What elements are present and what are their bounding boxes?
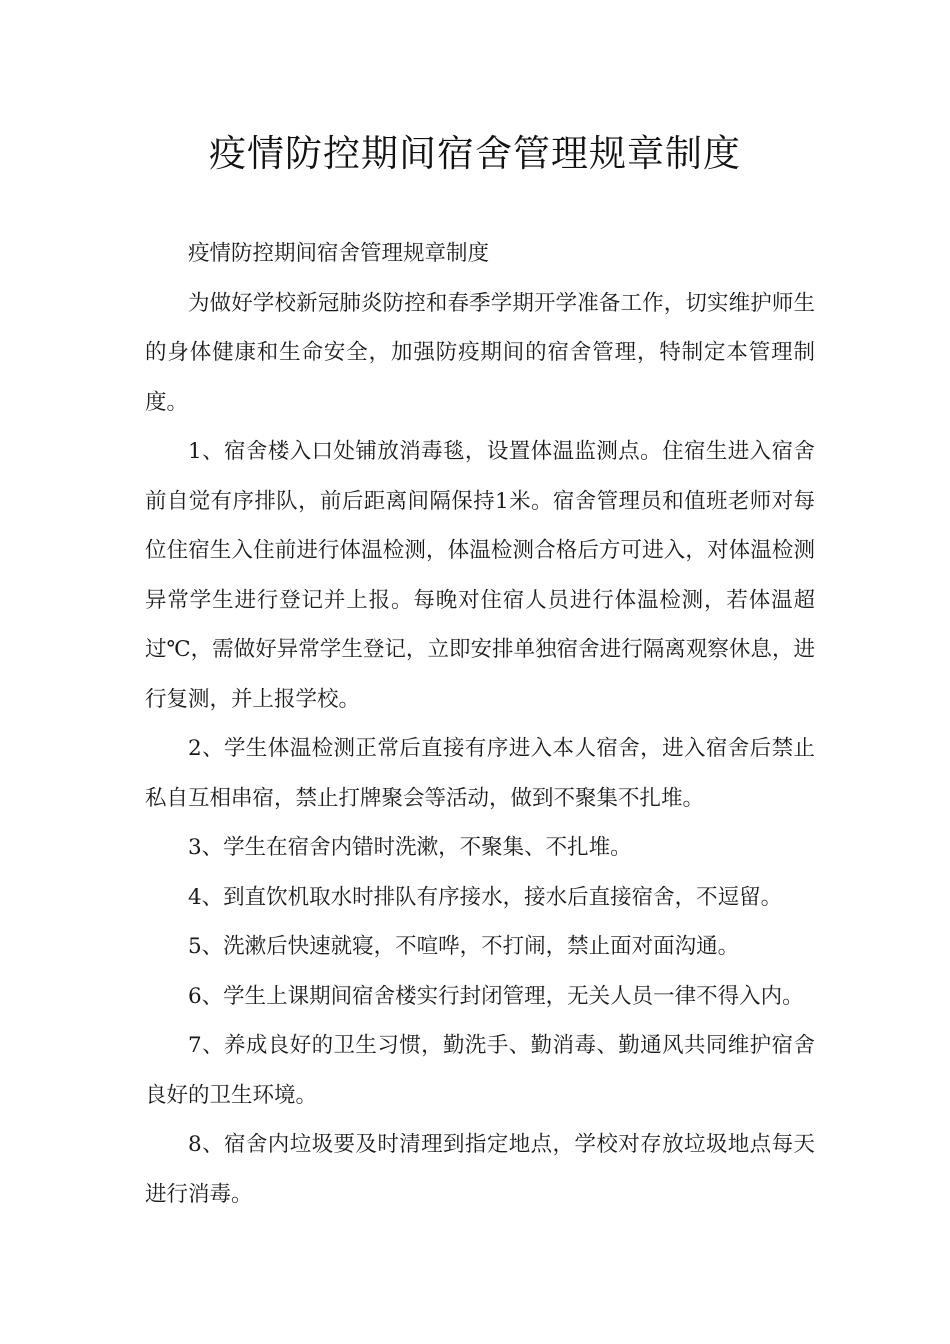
document-title: 疫情防控期间宿舍管理规章制度 [209, 132, 741, 175]
paragraph-rule-4: 4、到直饮机取水时排队有序接水，接水后直接宿舍，不逗留。 [188, 884, 783, 910]
document-body [145, 229, 815, 1219]
paragraph-rule-7: 7、养成良好的卫生习惯，勤洗手、勤消毒、勤通风共同维护宿舍良好的卫生环境。 [145, 1033, 815, 1108]
paragraph-subtitle: 疫情防控期间宿舍管理规章制度 [188, 241, 490, 266]
paragraph-rule-3: 3、学生在宿舍内错时洗漱，不聚集、不扎堆。 [188, 835, 632, 860]
paragraph-rule-1: 1、宿舍楼入口处铺放消毒毯，设置体温监测点。住宿生进入宿舍前自觉有序排队，前后距离间隔保持1米。宿舍管理员和值班老师对每位住宿生入住前进行体温检测，体温检测合格后方可进入，对体温检测异常学生进行登记并上报。每晚对住宿人员进行体温检测，若体温超过℃，需做好异常学生登记，立即安排单独宿舍进行隔离观察休息，进行复测，并上报学校。 [145, 439, 815, 712]
paragraph-rule-8: 8、宿舍内垃圾要及时清理到指定地点，学校对存放垃圾地点每天进行消毒。 [145, 1132, 815, 1207]
paragraph-rule-5: 5、洗漱后快速就寝，不喧哗，不打闹，禁止面对面沟通。 [188, 934, 740, 959]
paragraph-rule-2: 2、学生体温检测正常后直接有序进入本人宿舍，进入宿舍后禁止私自互相串宿，禁止打牌聚会等活动，做到不聚集不扎堆。 [145, 736, 815, 811]
paragraph-rule-6: 6、学生上课期间宿舍楼实行封闭管理，无关人员一律不得入内。 [188, 983, 804, 1009]
paragraph-intro: 为做好学校新冠肺炎防控和春季学期开学准备工作，切实维护师生的身体健康和生命安全，加强防疫期间的宿舍管理，特制定本管理制度。 [145, 290, 815, 415]
